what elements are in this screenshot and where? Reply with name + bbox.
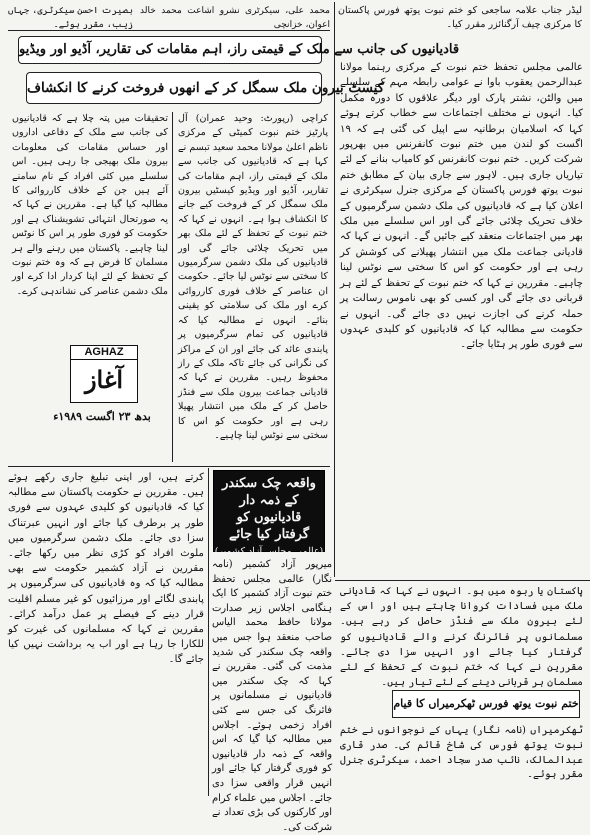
top-line-mid: محمد علی، سیکرٹری نشرو اشاعت محمد خالد اعوان، خزانچی (140, 6, 330, 31)
bottom-mid-article: میرپور آزاد کشمیر (نامہ نگار) عالمی مجلس تحفظ ختم نبوت آزاد کشمیر کا ایک ہنگامی اجلاس زیر صدارت مولانا حافظ محمد الیاس صاحب منعقد ہوا جس میں واقعہ چک سکندر کی شدید مذمت کی گئی۔ مقررین نے کہا کہ چک سکندر میں قادیانیوں نے مسلمانوں پر فائرنگ کی جس سے کئی افراد زخمی ہوئے۔ اجلاس میں مطالبہ کیا گیا کہ اس واقعہ کے ذمہ دار قادیانیوں کو فوری گرفتار کیا جائے اور انہیں قرار واقعی سزا دی جائے۔ اجلاس میں علماء کرام اور کارکنوں کی بڑی تعداد نے شرکت کی۔ (212, 559, 332, 833)
top-line-right: لیڈر جناب علامہ ساجعی کو ختم نبوت یوتھ فورس پاکستان کا مرکزی چیف آرگنائزر مقرر کیا۔ (338, 5, 582, 31)
thakar-miran-article: ٹھکرمیراں (نامہ نگار) یہاں کے نوجوانوں نے ختم نبوت یوتھ فورس کی شاخ قائم کی۔ صدر قاری عبدالمالک، نائب صدر سجاد احمد، سیکرٹری جنرل مقرر ہوئے۔ (340, 725, 583, 781)
bottom-right-article: پاکستان یا ربوہ میں ہو۔ انہوں نے کہا کہ قادیانی ملک میں فسادات کروانا چاہتے ہیں اور اس کے لئے بیرون ملک سے فنڈز حاصل کر رہے ہیں۔ مسلمانوں پر فائرنگ کرنے والے قادیانیوں کو گرفتار کیا جائے اور انہیں سزا دی جائے۔ مقررین نے کہا کہ ختم نبوت کے تحفظ کے لئے مسلمان ہر قربانی دینے کے لئے تیار ہیں۔ (340, 586, 583, 689)
chak-sikandar-box (213, 470, 325, 557)
sub-headline: کیسٹ بیرون ملک سمگل کر کے انھوں فروخت کرنے کا انکشاف (26, 72, 322, 104)
main-headline: قادیانیوں کی جانب سے ملک کے قیمتی راز، اہم مقامات کی تقاریر، آڈیو اور ویڈیو (18, 36, 322, 64)
thakar-miran-headline: ختم نبوت یوتھ فورس ٹھکرمیراں کا قیام (393, 697, 579, 710)
newspaper-logo (70, 345, 138, 403)
bottom-left-article: کرتے ہیں، اور اپنی تبلیغ جاری رکھے ہوئے ہیں۔ مقررین نے حکومت پاکستان سے مطالبہ کیا کہ قادیانیوں کو کلیدی عہدوں سے فوری طور پر برطرف کیا جائے اور انہیں عبرتناک سزا دی جائے۔ ملک دشمن سرگرمیوں میں ملوث افراد کو کڑی نظر میں رکھا جائے۔ مقررین نے آزاد کشمیر حکومت سے بھی مطالبہ کیا کہ وہ قادیانیوں کی سرگرمیوں پر پابندی لگائے اور مرزائیوں کو غیر مسلم اقلیت قرار دینے کے فیصلے پر عمل درآمد کرائے۔ مقررین نے کہا کہ مسلمانوں کی غیرت کو للکارا جا رہا ہے اور اب یہ برداشت نہیں کیا جائے گا۔ (8, 472, 204, 666)
logo-latin: AGHAZ (71, 346, 137, 360)
left-column-article: تحقیقات میں پتہ چلا ہے کہ قادیانیوں کی جانب سے ملک کے دفاعی اداروں اور حساس مقامات کی معلومات بیرون ملک بھیجی جا رہی ہیں۔ اس سلسلے میں کئی افراد کے نام سامنے آئے ہیں جن کے خلاف کارروائی کا مطالبہ کیا گیا ہے۔ مقررین نے کہا کہ یہ صورتحال انتہائی تشویشناک ہے اور حکومت کو فوری طور پر اس کا نوٹس لینا چاہیے۔ پاکستان میں رہنے والے ہر مسلمان کا فرض ہے کہ وہ ختم نبوت کے تحفظ کے لئے اپنا کردار ادا کرے اور ملک دشمن عناصر کی نشاندہی کرے۔ (12, 113, 168, 297)
right-column-article: عالمی مجلس تحفظ ختم نبوت کے مرکزی رہنما مولانا عبدالرحمن یعقوب باوا نے عوامی رابطہ مہم کے سلسلے میں والٹن، نشتر پارک اور دیگر علاقوں کا دورہ مکمل کیا۔ انہوں نے مختلف اجتماعات سے خطاب کرتے ہوئے کہا کہ اسلامیان برطانیہ سے اپیل کی گئی ہے کہ ۱۹ اگست کو لندن میں ختم نبوت کانفرنس میں بھرپور شرکت کریں۔ ختم نبوت کانفرنس کو کامیاب بنانے کے لئے تیاریاں جاری ہیں۔ لاہور سے جاری بیان کے مطابق ختم نبوت یوتھ فورس پاکستان کے مرکزی جنرل سیکرٹری نے اعلان کیا ہے کہ قادیانیوں کی ملک دشمن سرگرمیوں کے خلاف تحریک چلائی جائے گی اور اس سلسلے میں ملک بھر میں اجتماعات منعقد کیے جائیں گے۔ انہوں نے کہا کہ قادیانی جماعت ملک میں انتشار پھیلانے کی کوشش کر رہی ہے اور حکومت کو اس کا سختی سے نوٹس لینا چاہیے۔ مقررین نے کہا کہ ختم نبوت کے تحفظ کے لئے ہر قربانی دی جائے گی اور کسی کو بھی ناموس رسالت پر حملہ کرنے کی اجازت نہیں دی جائے گی۔ انہوں نے حکومت سے مطالبہ کیا کہ قادیانیوں کو کلیدی عہدوں سے فوری طور پر ہٹایا جائے۔ (340, 62, 583, 351)
chak-sikandar-headline: واقعہ چک سکندر کے ذمہ دار قادیانیوں کو گرفتار کیا جائے (222, 476, 316, 542)
thakar-miran-headline-box (392, 690, 580, 718)
mid-column-article: کراچی (رپورٹ: وحید عمران) آل پارٹیز ختم نبوت کمیٹی کے مرکزی ناظم اعلیٰ مولانا محمد سعید تبسم نے کہا ہے کہ قادیانیوں کی جانب سے ملک کے قیمتی راز، اہم مقامات کی تقاریر، آڈیو اور ویڈیو کیسٹیں بیرون ملک سمگل کر کے فروخت کیے جانے کا انکشاف ہوا ہے۔ انہوں نے کہا کہ ختم نبوت کے تحفظ کے لئے ملک بھر میں تحریک چلائی جائے گی اور قادیانیوں کی ملک دشمن سرگرمیوں کا سختی سے نوٹس لیا جائے۔ حکومت ان عناصر کے خلاف فوری کارروائی کرے اور ملک کی سلامتی کو یقینی بنائے۔ انہوں نے مطالبہ کیا کہ قادیانیوں کی تمام سرگرمیوں پر پابندی عائد کی جائے اور ان کے مراکز کی نگرانی کی جائے تاکہ ملک کے راز محفوظ رہیں۔ مقررین نے کہا کہ قادیانی جماعت بیرون ملک سے فنڈز حاصل کر کے ملک میں انتشار پھیلا رہی ہے اور حکومت کو اس کا سختی سے نوٹس لینا چاہیے۔ (178, 113, 328, 441)
logo-urdu: آغاز (84, 365, 124, 394)
issue-date: بدھ ۲۳ اگست ۱۹۸۹ء (53, 410, 151, 423)
top-line-left: بصیرت احسن سیکرٹری، جہاں زیب، مقرر ہوئے۔ (8, 6, 133, 31)
chak-sikandar-source: (عالمی مجلس آزاد کشمیر) (214, 546, 324, 557)
